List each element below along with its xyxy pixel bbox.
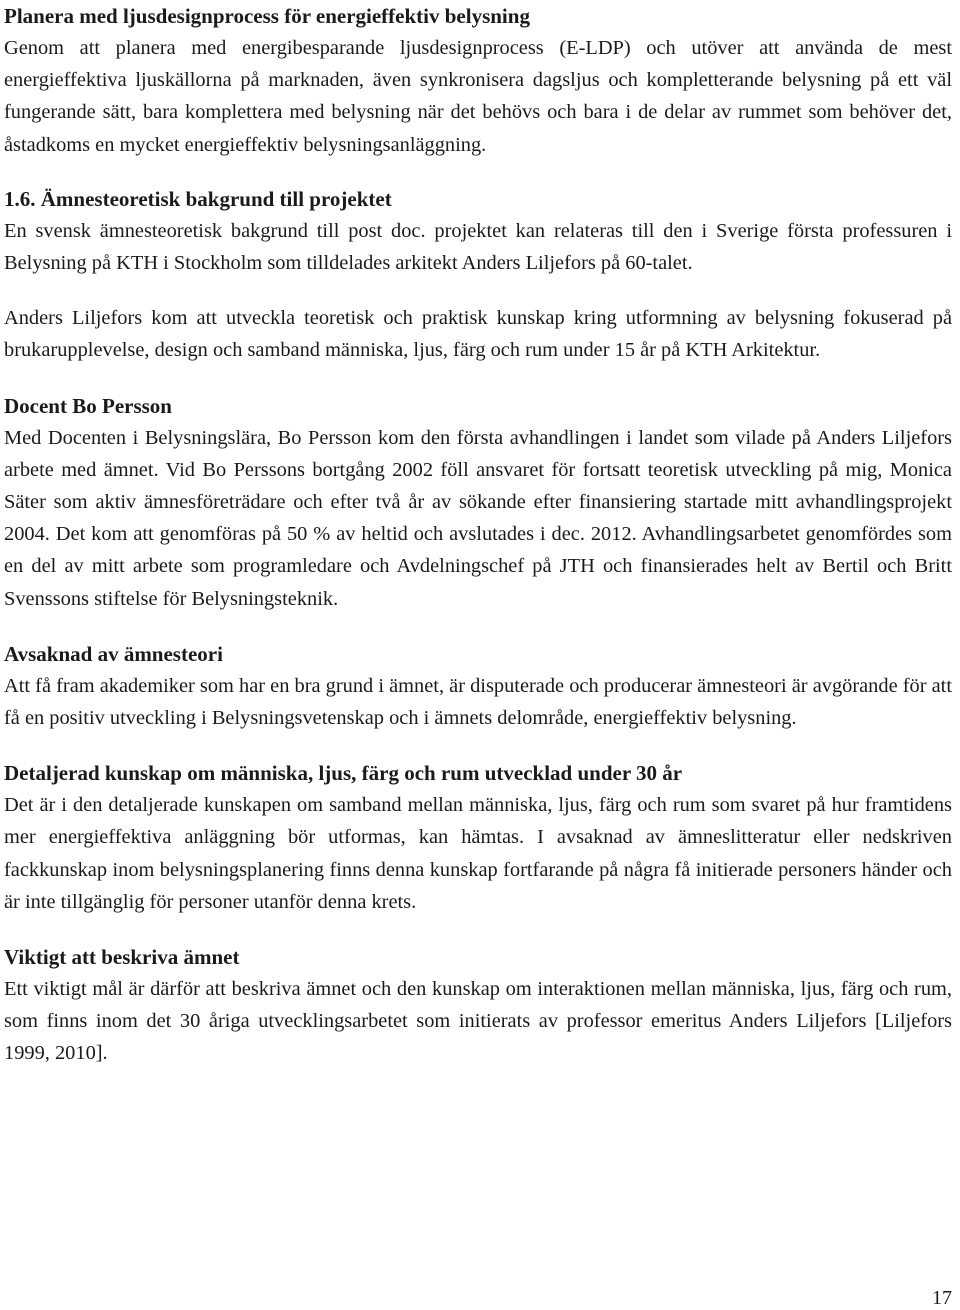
body-paragraph: Genom att planera med energibesparande ljusdesignprocess (E-LDP) och utöver att använda de mest energieffektiva ljuskällorna på marknaden, även synkronisera dagsljus och kompletterande belysning på ett väl fungerande sätt, bara komplettera med belysning när det behövs och bara i de delar av rummet som behöver det, åstadkoms en mycket energieffektiv belysningsanläggning. <box>4 37 952 156</box>
body-paragraph: Det är i den detaljerade kunskapen om samband mellan människa, ljus, färg och rum som svaret på hur framtidens mer energieffektiva anläggning bör utformas, kan hämtas. I avsaknad av ämneslitteratur eller nedskriven fackkunskap inom belysningsplanering finns denna kunskap fortfarande på några få initierade personers händer och är inte tillgänglig för personer utanför denna krets. <box>4 794 952 913</box>
body-paragraph: Att få fram akademiker som har en bra grund i ämnet, är disputerade och producerar ämnesteori är avgörande för att få en positiv utveckling i Belysningsvetenskap och i ämnets delområde, energieffektiv belysning. <box>4 674 952 730</box>
body-paragraph: Anders Liljefors kom att utveckla teoretisk och praktisk kunskap kring utformning av belysning fokuserad på brukarupplevelse, design och samband människa, ljus, färg och rum under 15 år på KTH Arkitektur. <box>4 307 952 362</box>
section-heading: Viktigt att beskriva ämnet <box>4 945 240 970</box>
section-heading: Avsaknad av ämnesteori <box>4 641 223 666</box>
body-paragraph: Ett viktigt mål är därför att beskriva ämnet och den kunskap om interaktionen mellan människa, ljus, färg och rum, som finns inom det 30 åriga utvecklingsarbetet som initierats av professor emeritus Anders Liljefors [Liljefors 1999, 2010]. <box>4 978 952 1065</box>
document-page <box>4 0 952 1070</box>
section-heading: Planera med ljusdesignprocess för energieffektiv belysning <box>4 4 530 28</box>
section-heading: Detaljerad kunskap om människa, ljus, färg och rum utvecklad under 30 år <box>4 761 683 786</box>
section-heading: 1.6. Ämnesteoretisk bakgrund till projektet <box>4 186 392 211</box>
page-number: 17 <box>932 1287 952 1309</box>
body-paragraph: En svensk ämnesteoretisk bakgrund till post doc. projektet kan relateras till den i Sverige första professuren i Belysning på KTH i Stockholm som tilldelades arkitekt Anders Liljefors på 60-talet. <box>4 219 952 275</box>
section-heading: Docent Bo Persson <box>4 393 172 418</box>
body-paragraph: Med Docenten i Belysningslära, Bo Persson kom den första avhandlingen i landet som vilade på Anders Liljefors arbete med ämnet. Vid Bo Perssons bortgång 2002 föll ansvaret för fortsatt teoretisk utveckling på mig, Monica Säter som aktiv ämnesföreträdare och efter två år av sökande efter finansiering startade mitt avhandlingsprojekt 2004. Det kom att genomföras på 50 % av heltid och avslutades i dec. 2012. Avhandlingsarbetet genomfördes som en del av mitt arbete som programledare och Avdelningschef på JTH och finansierades helt av Bertil och Britt Svenssons stiftelse för Belysningsteknik. <box>4 426 952 610</box>
